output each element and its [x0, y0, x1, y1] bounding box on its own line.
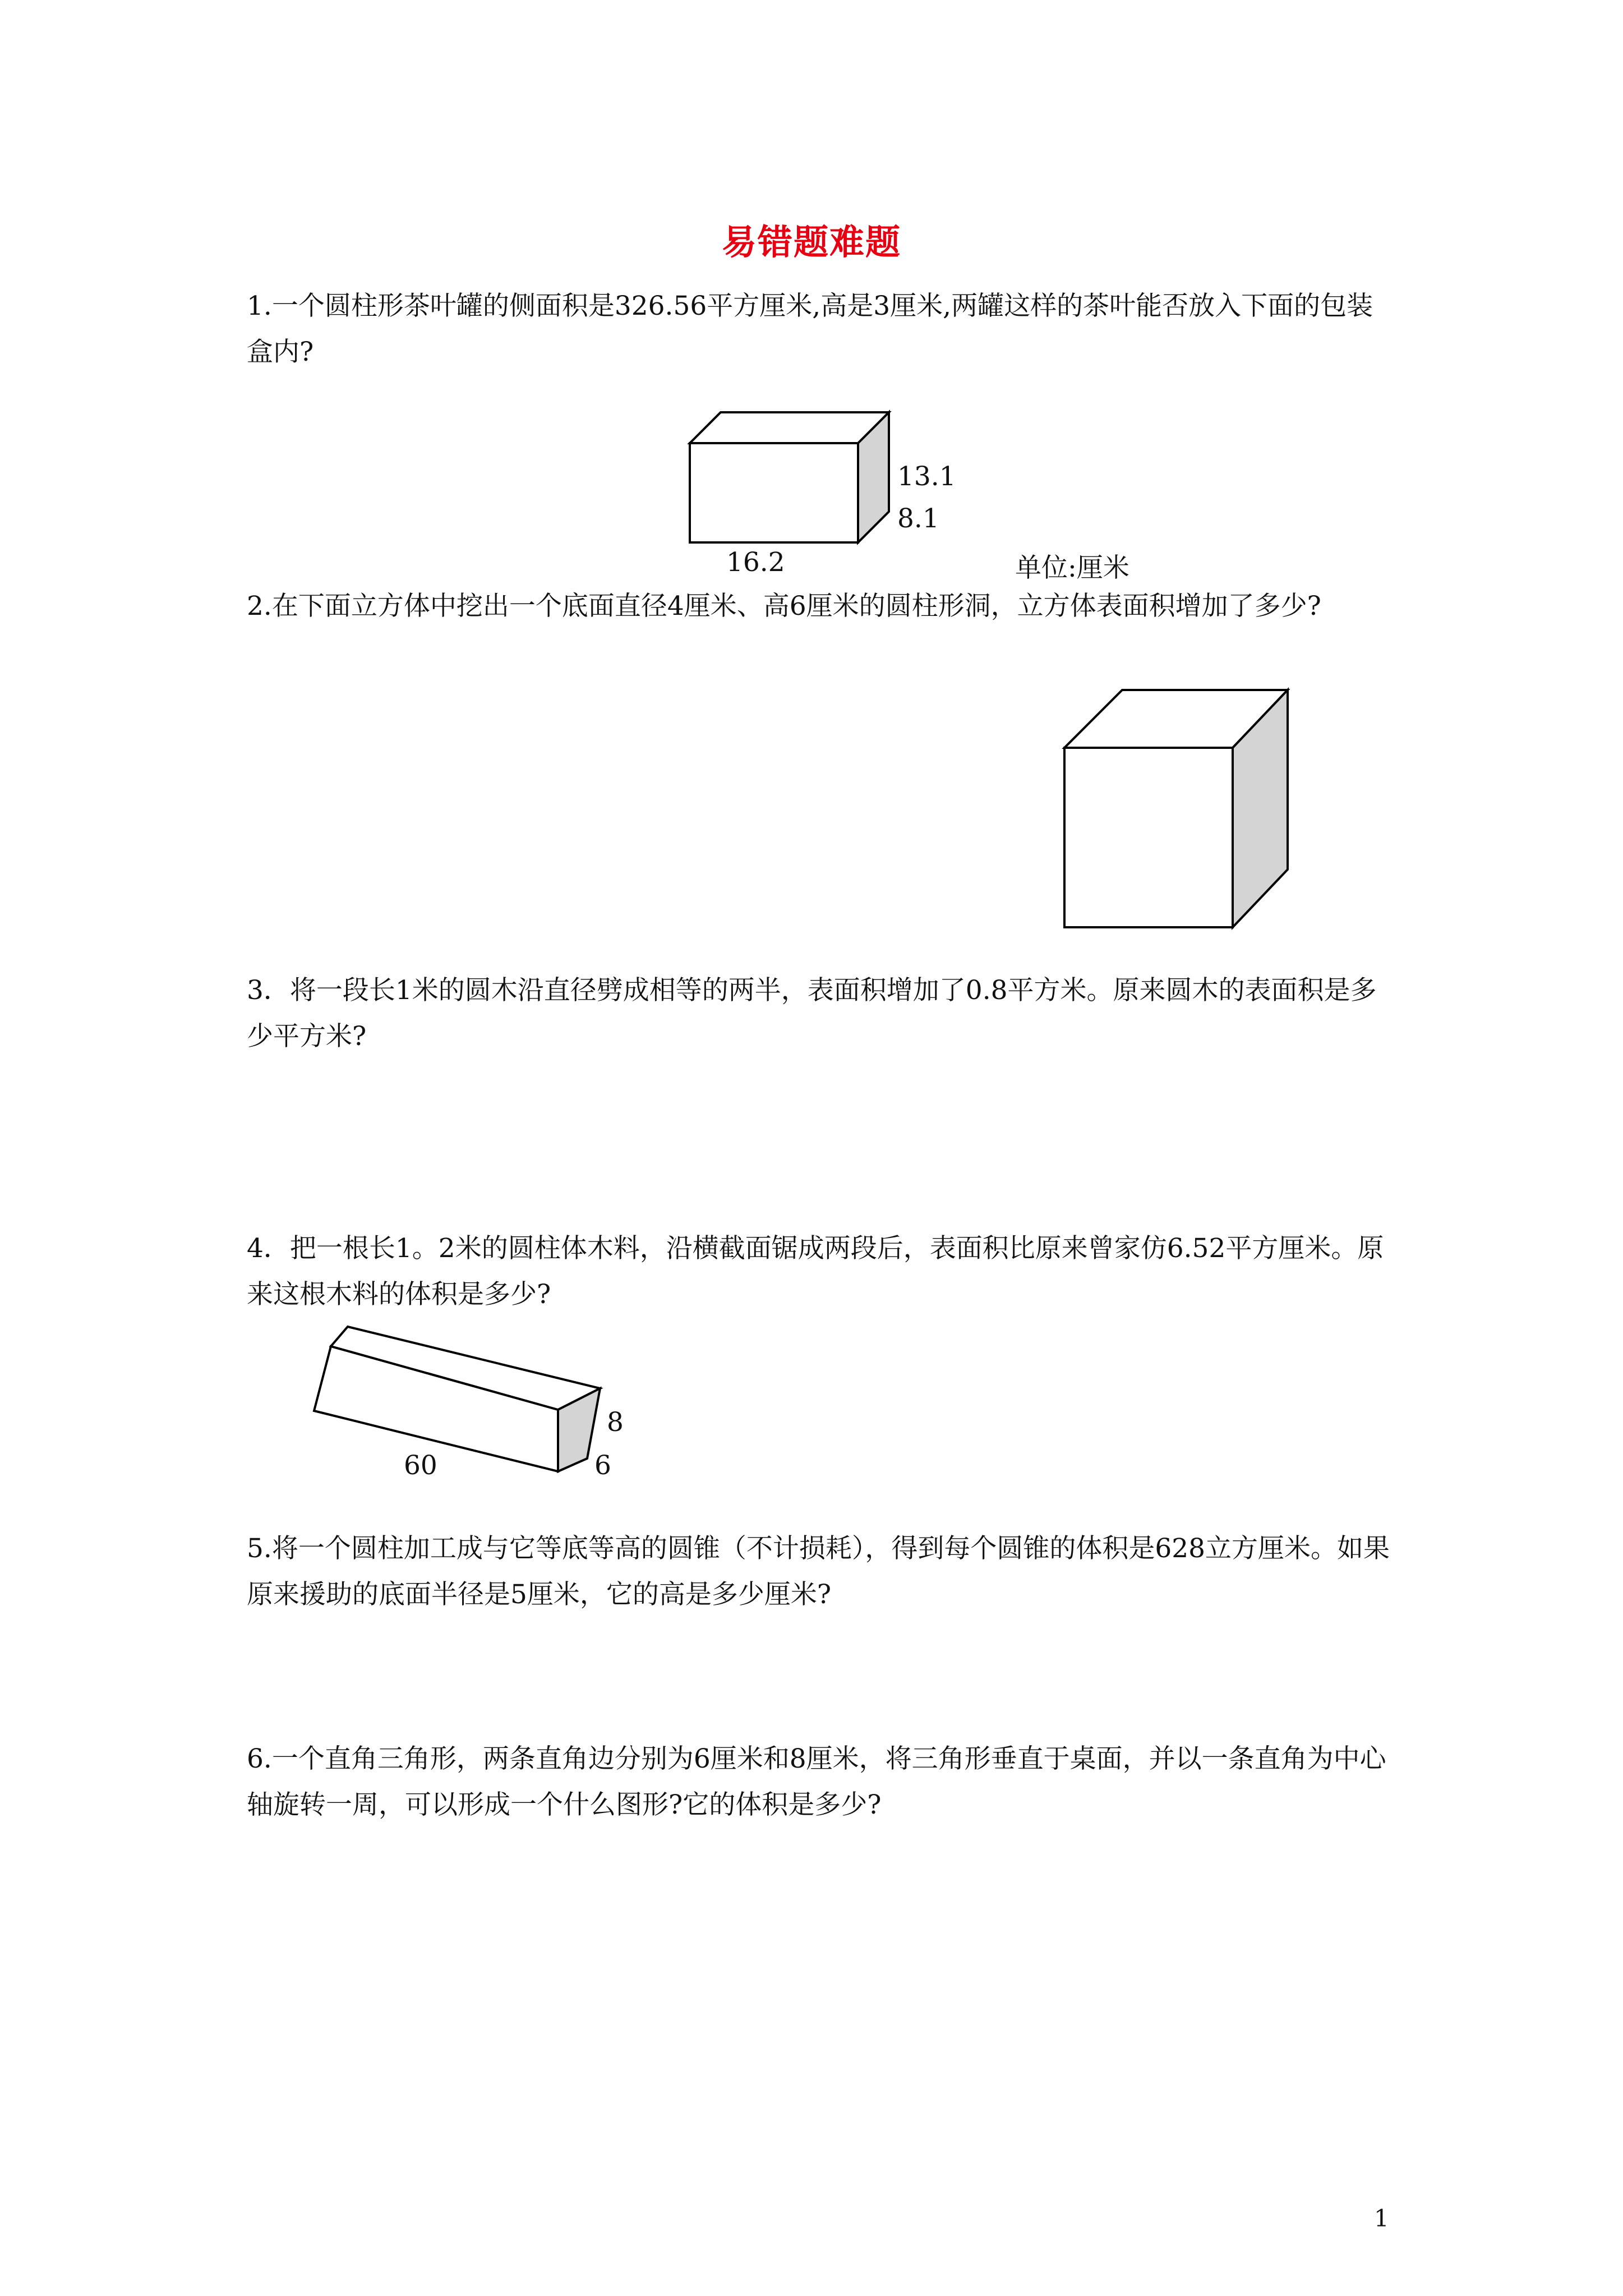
- box-figure: [690, 412, 875, 544]
- prism-length-label: 60: [404, 1450, 437, 1481]
- question-3: 3．将一段长1米的圆木沿直径劈成相等的两半，表面积增加了0.8平方米。原来圆木的表面积是多少平方米?: [247, 975, 1377, 1052]
- cube-figure: [1064, 690, 1289, 928]
- prism-height-label: 8: [607, 1407, 624, 1438]
- question-5: 5.将一个圆柱加工成与它等底等高的圆锥（不计损耗），得到每个圆锥的体积是628立方厘米。如果原来援助的底面半径是5厘米，它的高是多少厘米?: [247, 1533, 1390, 1610]
- page-number: 1: [1374, 2205, 1389, 2232]
- question-1: 1.一个圆柱形茶叶罐的侧面积是326.56平方厘米,高是3厘米,两罐这样的茶叶能否放入下面的包装盒内?: [247, 291, 1373, 367]
- prism-width-label: 6: [594, 1450, 611, 1481]
- prism-figure: [314, 1327, 606, 1478]
- box-height-label: 13.1: [897, 461, 956, 492]
- question-4: 4．把一根长1。2米的圆柱体木料，沿横截面锯成两段后，表面积比原来曾家仿6.52平方厘米。原来这根木料的体积是多少?: [247, 1233, 1384, 1310]
- box-depth-label: 8.1: [897, 503, 939, 534]
- question-6: 6.一个直角三角形，两条直角边分别为6厘米和8厘米，将三角形垂直于桌面，并以一条直角为中心轴旋转一周，可以形成一个什么图形?它的体积是多少?: [247, 1743, 1386, 1820]
- unit-label: 单位:厘米: [1015, 553, 1129, 583]
- page-title: 易错题难题: [721, 222, 901, 263]
- question-2: 2.在下面立方体中挖出一个底面直径4厘米、高6厘米的圆柱形洞，立方体表面积增加了多少?: [247, 591, 1321, 622]
- box-length-label: 16.2: [726, 547, 785, 578]
